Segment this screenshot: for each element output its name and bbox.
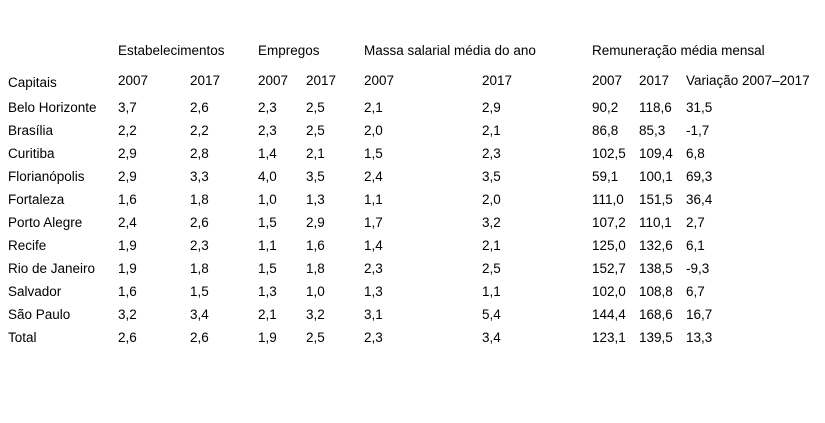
cell-empregos-2007: 1,9 <box>258 330 277 346</box>
cell-empregos-2017: 1,6 <box>306 238 325 254</box>
table-header <box>8 30 810 94</box>
cell-remuneracao-variacao: 2,7 <box>686 215 705 231</box>
cell-remuneracao-variacao: 16,7 <box>686 307 713 323</box>
cell-remuneracao-2017: 118,6 <box>639 100 672 116</box>
cell-remuneracao-2017: 110,1 <box>639 215 672 231</box>
cell-massa-2017: 3,5 <box>482 169 501 185</box>
column-header-capitais: Capitais <box>8 75 57 91</box>
group-header-massa-salarial: Massa salarial média do ano <box>364 43 536 59</box>
cell-empregos-2017: 2,5 <box>306 100 325 116</box>
cell-remuneracao-2007: 125,0 <box>592 238 626 254</box>
cell-massa-2017: 2,5 <box>482 261 501 277</box>
subheader-row <box>8 62 810 94</box>
cell-empregos-2007: 1,5 <box>258 215 277 231</box>
cell-empregos-2007: 2,3 <box>258 100 277 116</box>
cell-empregos-2007: 1,3 <box>258 284 277 300</box>
cell-massa-2017: 5,4 <box>482 307 501 323</box>
subheader-remuneracao-2017: 2017 <box>639 73 670 89</box>
cell-remuneracao-variacao: -9,3 <box>686 261 710 277</box>
cell-remuneracao-2017: 151,5 <box>639 192 673 208</box>
cell-massa-2007: 1,3 <box>364 284 383 300</box>
cell-empregos-2007: 1,1 <box>258 238 277 254</box>
cell-remuneracao-2017: 138,5 <box>639 261 673 277</box>
cell-remuneracao-2007: 102,5 <box>592 146 626 162</box>
subheader-massa-2007: 2007 <box>364 73 395 89</box>
cell-massa-2007: 2,0 <box>364 123 383 139</box>
cell-massa-2007: 3,1 <box>364 307 383 323</box>
cell-estabelecimentos-2007: 2,2 <box>118 123 137 139</box>
row-label: Curitiba <box>8 146 55 162</box>
cell-empregos-2017: 3,5 <box>306 169 325 185</box>
cell-estabelecimentos-2007: 1,6 <box>118 192 137 208</box>
cell-remuneracao-variacao: 13,3 <box>686 330 713 346</box>
cell-remuneracao-variacao: 31,5 <box>686 100 713 116</box>
cell-estabelecimentos-2017: 2,6 <box>190 100 209 116</box>
cell-remuneracao-2017: 100,1 <box>639 169 673 185</box>
table-row <box>8 278 810 301</box>
cell-remuneracao-2017: 109,4 <box>639 146 673 162</box>
cell-massa-2017: 2,3 <box>482 146 501 162</box>
cell-massa-2007: 2,3 <box>364 330 383 346</box>
row-label: Fortaleza <box>8 192 65 208</box>
subheader-estabelecimentos-2007: 2007 <box>118 73 149 89</box>
cell-massa-2017: 2,9 <box>482 100 501 116</box>
table-row <box>8 232 810 255</box>
cell-empregos-2017: 2,1 <box>306 146 325 162</box>
subheader-remuneracao-2007: 2007 <box>592 73 623 89</box>
cell-empregos-2017: 1,3 <box>306 192 325 208</box>
cell-remuneracao-variacao: 36,4 <box>686 192 713 208</box>
cell-estabelecimentos-2007: 2,6 <box>118 330 137 346</box>
cell-estabelecimentos-2007: 2,4 <box>118 215 137 231</box>
cell-massa-2007: 1,4 <box>364 238 383 254</box>
subheader-empregos-2007: 2007 <box>258 73 289 89</box>
cell-estabelecimentos-2007: 3,7 <box>118 100 137 116</box>
cell-empregos-2007: 1,4 <box>258 146 277 162</box>
cell-remuneracao-variacao: 6,7 <box>686 284 705 300</box>
cell-estabelecimentos-2017: 3,3 <box>190 169 209 185</box>
cell-massa-2017: 2,0 <box>482 192 501 208</box>
table-row-total <box>8 324 810 347</box>
cell-remuneracao-2017: 132,6 <box>639 238 673 254</box>
cell-estabelecimentos-2007: 3,2 <box>118 307 137 323</box>
cell-remuneracao-2007: 90,2 <box>592 100 619 116</box>
cell-empregos-2007: 2,3 <box>258 123 277 139</box>
cell-empregos-2017: 1,0 <box>306 284 325 300</box>
table-row <box>8 140 810 163</box>
cell-estabelecimentos-2007: 1,9 <box>118 238 137 254</box>
cell-massa-2007: 2,1 <box>364 100 383 116</box>
cell-empregos-2007: 4,0 <box>258 169 277 185</box>
table-body <box>8 94 810 347</box>
subheader-empregos-2017: 2017 <box>306 73 337 89</box>
cell-massa-2007: 1,5 <box>364 146 383 162</box>
cell-estabelecimentos-2017: 2,2 <box>190 123 209 139</box>
cell-remuneracao-2007: 111,0 <box>592 192 624 208</box>
row-label: Florianópolis <box>8 169 85 185</box>
row-label: Salvador <box>8 284 62 300</box>
cell-empregos-2017: 3,2 <box>306 307 325 323</box>
cell-estabelecimentos-2007: 2,9 <box>118 146 137 162</box>
row-label: Brasília <box>8 123 54 139</box>
cell-estabelecimentos-2017: 2,8 <box>190 146 209 162</box>
cell-empregos-2017: 2,5 <box>306 123 325 139</box>
group-header-row <box>8 30 810 62</box>
cell-remuneracao-variacao: -1,7 <box>686 123 710 139</box>
subheader-remuneracao-variacao: Variação 2007–2017 <box>686 73 810 89</box>
cell-remuneracao-2007: 144,4 <box>592 307 626 323</box>
table-row <box>8 94 810 117</box>
cell-remuneracao-variacao: 69,3 <box>686 169 713 185</box>
cell-estabelecimentos-2017: 1,8 <box>190 261 209 277</box>
subheader-massa-2017: 2017 <box>482 73 513 89</box>
cell-estabelecimentos-2007: 2,9 <box>118 169 137 185</box>
table-row <box>8 186 810 209</box>
cell-remuneracao-2017: 139,5 <box>639 330 673 346</box>
cell-remuneracao-2007: 102,0 <box>592 284 626 300</box>
group-header-remuneracao: Remuneração média mensal <box>592 43 765 59</box>
cell-remuneracao-2017: 108,8 <box>639 284 673 300</box>
table-row <box>8 209 810 232</box>
cell-massa-2007: 2,4 <box>364 169 383 185</box>
cell-massa-2007: 2,3 <box>364 261 383 277</box>
cell-estabelecimentos-2017: 3,4 <box>190 307 209 323</box>
group-header-estabelecimentos: Estabelecimentos <box>118 43 225 59</box>
cell-estabelecimentos-2017: 2,3 <box>190 238 209 254</box>
cell-remuneracao-2017: 85,3 <box>639 123 666 139</box>
cell-estabelecimentos-2007: 1,9 <box>118 261 137 277</box>
subheader-estabelecimentos-2017: 2017 <box>190 73 221 89</box>
cell-estabelecimentos-2017: 1,5 <box>190 284 209 300</box>
cell-remuneracao-2007: 152,7 <box>592 261 626 277</box>
cell-empregos-2017: 2,5 <box>306 330 325 346</box>
cell-empregos-2007: 1,0 <box>258 192 277 208</box>
cell-remuneracao-2017: 168,6 <box>639 307 673 323</box>
cell-estabelecimentos-2017: 1,8 <box>190 192 209 208</box>
cell-massa-2017: 3,4 <box>482 330 501 346</box>
cell-empregos-2007: 2,1 <box>258 307 277 323</box>
row-label: Rio de Janeiro <box>8 261 96 277</box>
row-label: Recife <box>8 238 47 254</box>
cell-remuneracao-variacao: 6,1 <box>686 238 705 254</box>
table-row <box>8 301 810 324</box>
cell-estabelecimentos-2017: 2,6 <box>190 215 209 231</box>
cell-remuneracao-2007: 86,8 <box>592 123 619 139</box>
row-label: Total <box>8 330 37 346</box>
capitais-statistics-table <box>8 30 810 347</box>
cell-empregos-2017: 1,8 <box>306 261 325 277</box>
table-row <box>8 117 810 140</box>
table-row <box>8 163 810 186</box>
cell-empregos-2017: 2,9 <box>306 215 325 231</box>
cell-massa-2007: 1,1 <box>364 192 383 208</box>
cell-massa-2017: 3,2 <box>482 215 501 231</box>
cell-remuneracao-2007: 59,1 <box>592 169 619 185</box>
cell-remuneracao-variacao: 6,8 <box>686 146 705 162</box>
cell-empregos-2007: 1,5 <box>258 261 277 277</box>
cell-estabelecimentos-2017: 2,6 <box>190 330 209 346</box>
row-label: Belo Horizonte <box>8 100 97 116</box>
cell-massa-2017: 1,1 <box>482 284 501 300</box>
cell-massa-2007: 1,7 <box>364 215 383 231</box>
table-row <box>8 255 810 278</box>
group-header-empregos: Empregos <box>258 43 320 59</box>
cell-remuneracao-2007: 107,2 <box>592 215 626 231</box>
cell-massa-2017: 2,1 <box>482 123 501 139</box>
cell-estabelecimentos-2007: 1,6 <box>118 284 137 300</box>
row-label: Porto Alegre <box>8 215 83 231</box>
row-label: São Paulo <box>8 307 71 323</box>
cell-massa-2017: 2,1 <box>482 238 501 254</box>
cell-remuneracao-2007: 123,1 <box>592 330 626 346</box>
